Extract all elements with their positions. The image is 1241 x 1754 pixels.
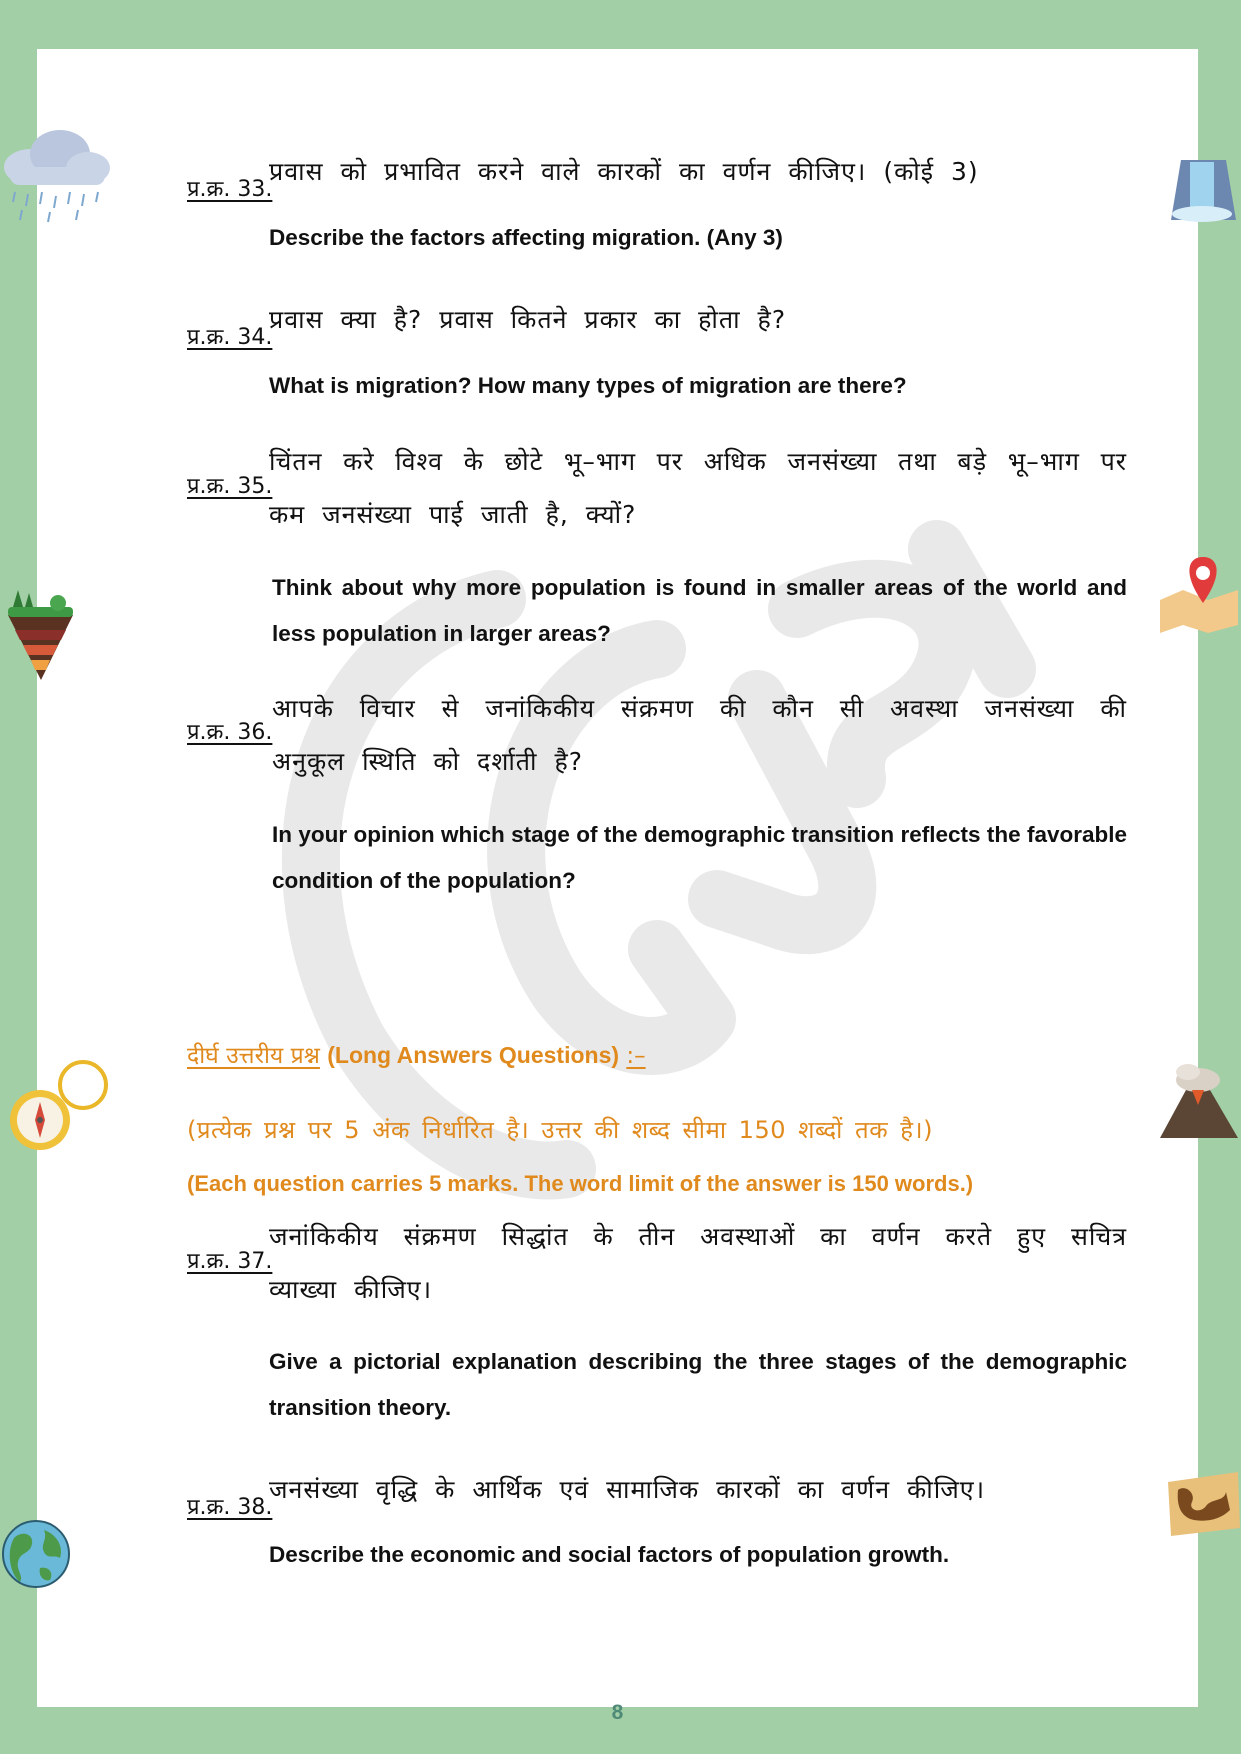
question-33-english: Describe the factors affecting migration. (Any 3) xyxy=(269,225,783,250)
question-35-english: Think about why more population is found in smaller areas of the world and less population in larger areas? xyxy=(272,575,1127,646)
question-number-36: प्र.क्र. 36. xyxy=(187,720,273,745)
map-pin-icon xyxy=(1158,555,1241,635)
question-36-english: In your opinion which stage of the demographic transition reflects the favorable condition of the population? xyxy=(272,822,1127,893)
section-title-suffix: :– xyxy=(626,1043,646,1069)
rain-cloud-icon xyxy=(0,122,115,227)
marks-note-english: (Each question carries 5 marks. The word limit of the answer is 150 words.) xyxy=(187,1171,974,1196)
marks-note-hindi: (प्रत्येक प्रश्न पर 5 अंक निर्धारित है। उत्तर की शब्द सीमा 150 शब्दों तक है।) xyxy=(187,1116,933,1144)
question-number-33: प्र.क्र. 33. xyxy=(187,177,273,202)
compass-icon xyxy=(5,1058,110,1158)
soil-layers-icon xyxy=(3,585,78,685)
question-34-english: What is migration? How many types of migration are there? xyxy=(269,373,907,398)
question-number-34: प्र.क्र. 34. xyxy=(187,325,273,350)
waterfall-icon xyxy=(1166,150,1241,225)
question-35-hindi: चिंतन करे विश्व के छोटे भू–भाग पर अधिक जनसंख्या तथा बड़े भू–भाग पर कम जनसंख्या पाई जाती है, क्यों? xyxy=(269,447,1127,529)
question-number-37: प्र.क्र. 37. xyxy=(187,1249,273,1274)
document-page xyxy=(37,49,1198,1724)
question-33-hindi: प्रवास को प्रभावित करने वाले कारकों का वर्णन कीजिए। (कोई 3) xyxy=(269,157,979,186)
question-37-english: Give a pictorial explanation describing the three stages of the demographic transition theory. xyxy=(269,1349,1127,1420)
section-title-english: (Long Answers Questions) xyxy=(327,1042,620,1068)
question-38-hindi: जनसंख्या वृद्धि के आर्थिक एवं सामाजिक कारकों का वर्णन कीजिए। xyxy=(269,1475,986,1504)
question-37-hindi: जनांकिकीय संक्रमण सिद्धांत के तीन अवस्थाओं का वर्णन करते हुए सचित्र व्याख्या कीजिए। xyxy=(269,1222,1127,1304)
globe-icon xyxy=(0,1518,72,1590)
section-heading xyxy=(187,1038,646,1070)
question-number-38: प्र.क्र. 38. xyxy=(187,1495,273,1520)
section-title-hindi: दीर्घ उत्तरीय प्रश्न xyxy=(187,1043,320,1069)
question-38-english: Describe the economic and social factors of population growth. xyxy=(269,1542,950,1567)
page-number: 8 xyxy=(611,1701,624,1724)
question-34-hindi: प्रवास क्या है? प्रवास कितने प्रकार का होता है? xyxy=(269,305,787,334)
volcano-icon xyxy=(1158,1060,1241,1140)
question-36-hindi: आपके विचार से जनांकिकीय संक्रमण की कौन सी अवस्था जनसंख्या की अनुकूल स्थिति को दर्शाती है? xyxy=(272,694,1127,776)
treasure-map-icon xyxy=(1166,1470,1241,1540)
question-number-35: प्र.क्र. 35. xyxy=(187,474,273,499)
